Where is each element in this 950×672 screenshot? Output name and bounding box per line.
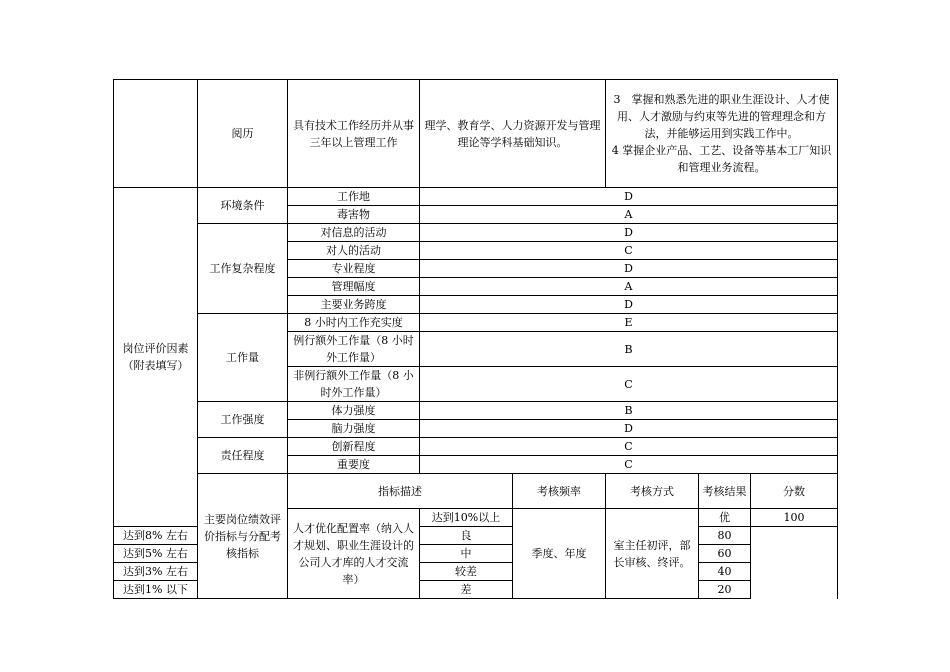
factor-name: 工作地 <box>288 188 420 206</box>
indicator-target: 达到8% 左右 <box>114 527 198 545</box>
factor-grade: E <box>420 314 838 332</box>
factor-name: 主要业务跨度 <box>288 296 420 314</box>
knowledge-requirement: 理学、教育学、人力资源开发与管理理论等学科基础知识。 <box>420 80 606 188</box>
skills-item-4: 4 掌握企业产品、工艺、设备等基本工厂知识和管理业务流程。 <box>611 144 832 174</box>
group-name: 工作强度 <box>198 402 288 438</box>
skills-item-3: 3 掌握和熟悉先进的职业生涯设计、人才使用、人才激励与约束等先进的管理理念和方法，并能够运用到实践工作中。 <box>613 93 830 140</box>
indicator-target: 达到10%以上 <box>420 509 513 527</box>
factor-grade: B <box>420 332 838 367</box>
factor-name: 对人的活动 <box>288 242 420 260</box>
factor-grade: C <box>420 456 838 474</box>
factor-grade: C <box>420 242 838 260</box>
factor-name: 毒害物 <box>288 206 420 224</box>
kpi-title: 主要岗位绩效评价指标与分配考核指标 <box>198 474 288 599</box>
factor-name: 创新程度 <box>288 438 420 456</box>
factor-name: 管理幅度 <box>288 278 420 296</box>
factor-name: 脑力强度 <box>288 420 420 438</box>
factor-grade: D <box>420 224 838 242</box>
indicator-target: 达到5% 左右 <box>114 545 198 563</box>
factor-grade: D <box>420 296 838 314</box>
result-value: 差 <box>420 581 513 599</box>
indicator-target: 达到3% 左右 <box>114 563 198 581</box>
factor-grade: C <box>420 438 838 456</box>
score-value: 60 <box>699 545 751 563</box>
factor-name: 体力强度 <box>288 402 420 420</box>
result-header: 考核结果 <box>699 474 751 509</box>
experience-label: 阅历 <box>198 80 288 188</box>
experience-requirement: 具有技术工作经历并从事三年以上管理工作 <box>288 80 420 188</box>
group-name: 环境条件 <box>198 188 288 224</box>
factor-grade: D <box>420 188 838 206</box>
factor-name: 非例行额外工作量（8 小时外工作量） <box>288 367 420 402</box>
group-name: 责任程度 <box>198 438 288 474</box>
result-value: 优 <box>699 509 751 527</box>
score-value: 80 <box>699 527 751 545</box>
result-value: 中 <box>420 545 513 563</box>
score-value: 40 <box>699 563 751 581</box>
factor-grade: D <box>420 260 838 278</box>
frequency-header: 考核频率 <box>513 474 606 509</box>
indicator-target: 达到1% 以下 <box>114 581 198 599</box>
skills-requirement <box>606 80 838 188</box>
factor-name: 对信息的活动 <box>288 224 420 242</box>
blank-cell <box>114 80 198 188</box>
method-value: 室主任初评，部长审核、终评。 <box>606 509 699 599</box>
method-header: 考核方式 <box>606 474 699 509</box>
frequency-value: 季度、年度 <box>513 509 606 599</box>
factor-name: 8 小时内工作充实度 <box>288 314 420 332</box>
factor-grade: C <box>420 367 838 402</box>
score-value: 100 <box>751 509 838 527</box>
factor-grade: D <box>420 420 838 438</box>
result-value: 较差 <box>420 563 513 581</box>
job-description-table <box>113 79 838 599</box>
factor-name: 例行额外工作量（8 小时外工作量） <box>288 332 420 367</box>
group-name: 工作复杂程度 <box>198 224 288 314</box>
factor-grade: B <box>420 402 838 420</box>
result-value: 良 <box>420 527 513 545</box>
score-value: 20 <box>699 581 751 599</box>
indicator-header: 指标描述 <box>288 474 513 509</box>
factor-name: 重要度 <box>288 456 420 474</box>
evaluation-title: 岗位评价因素（附表填写） <box>114 188 198 527</box>
factor-name: 专业程度 <box>288 260 420 278</box>
factor-grade: A <box>420 206 838 224</box>
indicator-name: 人才优化配置率（纳入人才规划、职业生涯设计的公司人才库的人才交流率） <box>288 509 420 599</box>
score-header: 分数 <box>751 474 838 509</box>
group-name: 工作量 <box>198 314 288 402</box>
factor-grade: A <box>420 278 838 296</box>
